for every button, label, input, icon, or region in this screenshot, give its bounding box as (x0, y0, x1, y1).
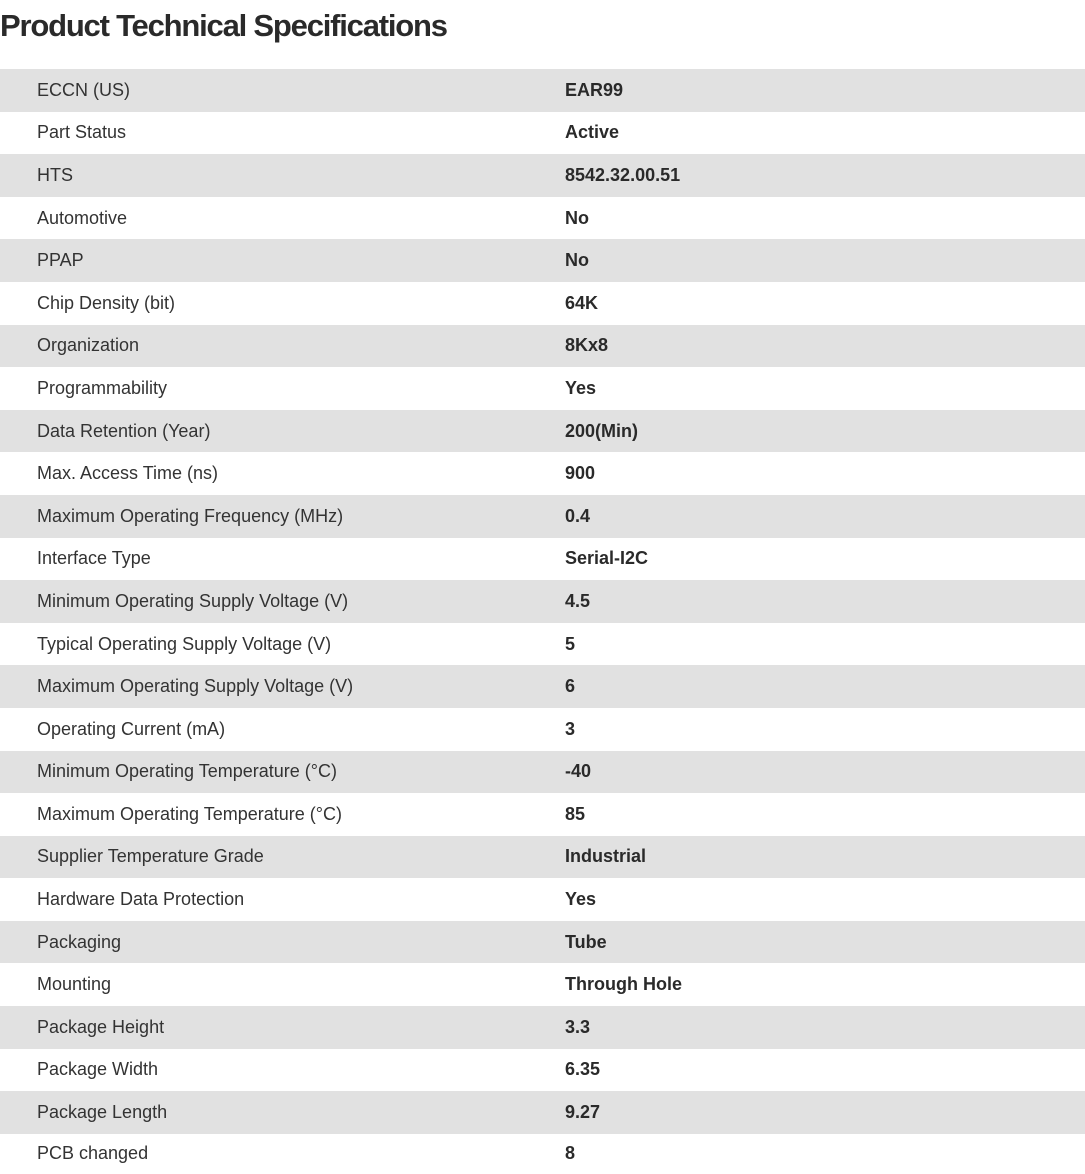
spec-value: 5 (565, 633, 576, 654)
spec-label: Package Length (37, 1102, 168, 1123)
spec-label: Interface Type (37, 548, 151, 569)
spec-row (0, 69, 1085, 112)
spec-row (0, 239, 1085, 282)
spec-label: Package Width (37, 1059, 159, 1080)
spec-value: EAR99 (565, 79, 624, 100)
spec-label: Mounting (37, 974, 112, 995)
spec-value: Tube (565, 931, 607, 952)
spec-row (0, 878, 1085, 921)
spec-value: 6.35 (565, 1059, 601, 1080)
spec-label: Typical Operating Supply Voltage (V) (37, 633, 332, 654)
page-title: Product Technical Specifications (0, 8, 447, 43)
spec-label: Hardware Data Protection (37, 889, 245, 910)
spec-label: Supplier Temperature Grade (37, 846, 264, 867)
spec-row (0, 708, 1085, 751)
spec-value: Through Hole (565, 974, 682, 995)
spec-value: 3 (565, 718, 576, 739)
spec-value: Industrial (565, 846, 647, 867)
spec-row (0, 452, 1085, 495)
spec-row (0, 197, 1085, 240)
spec-row (0, 665, 1085, 708)
spec-value: 85 (565, 803, 586, 824)
spec-row (0, 623, 1085, 666)
spec-row (0, 836, 1085, 879)
spec-row (0, 495, 1085, 538)
spec-value: 6 (565, 676, 576, 697)
spec-row (0, 1006, 1085, 1049)
spec-label: PCB changed (37, 1143, 149, 1164)
spec-label: Operating Current (mA) (37, 718, 226, 739)
spec-value: Serial-I2C (565, 548, 649, 569)
spec-label: Packaging (37, 931, 122, 952)
spec-row (0, 154, 1085, 197)
spec-row (0, 367, 1085, 410)
spec-label: Minimum Operating Supply Voltage (V) (37, 590, 349, 611)
spec-value: 900 (565, 463, 596, 484)
spec-row (0, 282, 1085, 325)
spec-value: 3.3 (565, 1016, 591, 1037)
spec-label: Data Retention (Year) (37, 420, 211, 441)
spec-value: No (565, 207, 589, 228)
spec-label: Part Status (37, 122, 127, 143)
spec-label: HTS (37, 164, 73, 185)
spec-value: 200(Min) (565, 420, 639, 441)
spec-label: Maximum Operating Frequency (MHz) (37, 505, 344, 526)
spec-value: 8Kx8 (565, 335, 609, 356)
spec-row (0, 793, 1085, 836)
spec-value: 4.5 (565, 590, 591, 611)
spec-label: Maximum Operating Temperature (°C) (37, 803, 342, 824)
spec-value: 8 (565, 1143, 576, 1164)
spec-value: No (565, 250, 589, 271)
spec-label: Maximum Operating Supply Voltage (V) (37, 676, 354, 697)
spec-label: Programmability (37, 377, 168, 398)
spec-value: Active (565, 122, 620, 143)
spec-label: PPAP (37, 250, 84, 271)
spec-label: Max. Access Time (ns) (37, 463, 219, 484)
spec-label: Package Height (37, 1016, 165, 1037)
spec-label: Minimum Operating Temperature (°C) (37, 761, 337, 782)
spec-row (0, 410, 1085, 453)
spec-row (0, 921, 1085, 964)
spec-row (0, 963, 1085, 1006)
spec-value: Yes (565, 889, 597, 910)
spec-value: 8542.32.00.51 (565, 164, 681, 185)
spec-row (0, 325, 1085, 368)
spec-row (0, 1091, 1085, 1134)
spec-value: 64K (565, 292, 599, 313)
spec-row (0, 751, 1085, 794)
spec-label: Chip Density (bit) (37, 292, 176, 313)
spec-value: 0.4 (565, 505, 591, 526)
spec-label: ECCN (US) (37, 79, 130, 100)
spec-value: 9.27 (565, 1102, 601, 1123)
spec-table (0, 69, 1085, 1174)
spec-row (0, 538, 1085, 581)
spec-row (0, 1049, 1085, 1092)
spec-value: Yes (565, 377, 597, 398)
spec-value: -40 (565, 761, 592, 782)
spec-row (0, 580, 1085, 623)
spec-row (0, 112, 1085, 155)
spec-label: Organization (37, 335, 140, 356)
spec-label: Automotive (37, 207, 128, 228)
